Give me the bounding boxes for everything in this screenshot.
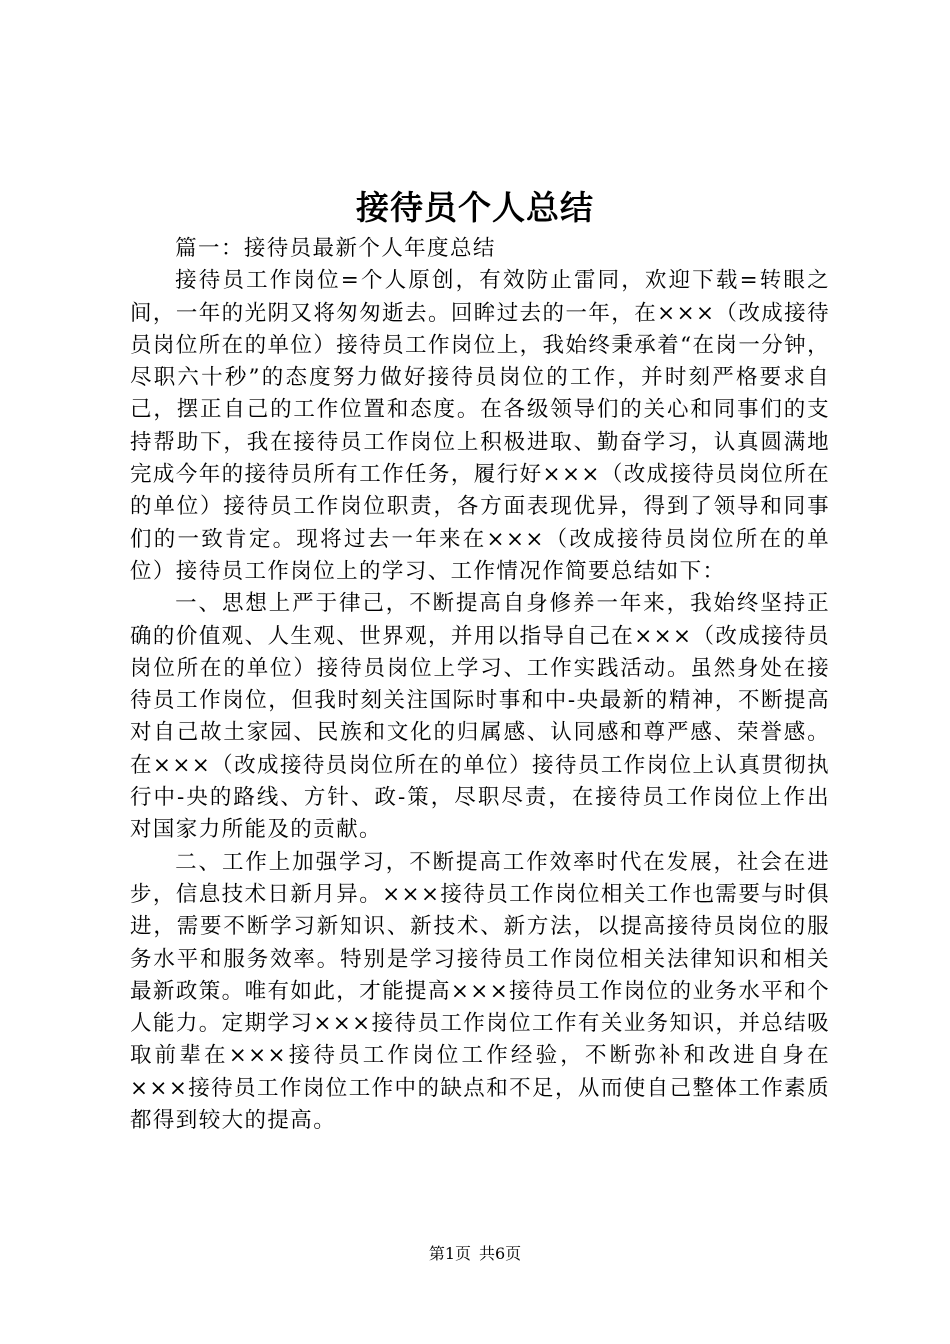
- paragraph-section-two: 二、工作上加强学习，不断提高工作效率时代在发展，社会在进步，信息技术日新月异。×××接待员工作岗位相关工作也需要与时俱进，需要不断学习新知识、新技术、新方法，以提高接待员岗位的服务水平和服务效率。特别是学习接待员工作岗位相关法律知识和相关最新政策。唯有如此，才能提高×××接待员工作岗位的业务水平和个人能力。定期学习×××接待员工作岗位工作有关业务知识，并总结吸取前辈在×××接待员工作岗位工作经验，不断弥补和改进自身在×××接待员工作岗位工作中的缺点和不足，从而使自己整体工作素质都得到较大的提高。: [130, 849, 830, 1134]
- document-title: 接待员个人总结: [356, 188, 594, 227]
- document-body: [130, 233, 830, 1137]
- page-number: 第1页: [428, 1244, 471, 1263]
- page-footer: [0, 1243, 950, 1265]
- section-heading: 篇一：接待员最新个人年度总结: [175, 236, 496, 261]
- page-total: 共6页: [479, 1244, 522, 1263]
- paragraph-intro: 接待员工作岗位=个人原创，有效防止雷同，欢迎下载=转眼之间，一年的光阴又将匆匆逝去。回眸过去的一年，在×××（改成接待员岗位所在的单位）接待员工作岗位上，我始终秉承着“在岗一分钟，尽职六十秒”的态度努力做好接待员岗位的工作，并时刻严格要求自己，摆正自己的工作位置和态度。在各级领导们的关心和同事们的支持帮助下，我在接待员工作岗位上积极进取、勤奋学习，认真圆满地完成今年的接待员所有工作任务，履行好×××（改成接待员岗位所在的单位）接待员工作岗位职责，各方面表现优异，得到了领导和同事们的一致肯定。现将过去一年来在×××（改成接待员岗位所在的单位）接待员工作岗位上的学习、工作情况作简要总结如下：: [130, 268, 830, 584]
- paragraph-section-one: 一、思想上严于律己，不断提高自身修养一年来，我始终坚持正确的价值观、人生观、世界观，并用以指导自己在×××（改成接待员岗位所在的单位）接待员岗位上学习、工作实践活动。虽然身处在接待员工作岗位，但我时刻关注国际时事和中-央最新的精神，不断提高对自己故土家园、民族和文化的归属感、认同感和尊严感、荣誉感。在×××（改成接待员岗位所在的单位）接待员工作岗位上认真贯彻执行中-央的路线、方针、政-策，尽职尽责，在接待员工作岗位上作出对国家力所能及的贡献。: [130, 591, 830, 843]
